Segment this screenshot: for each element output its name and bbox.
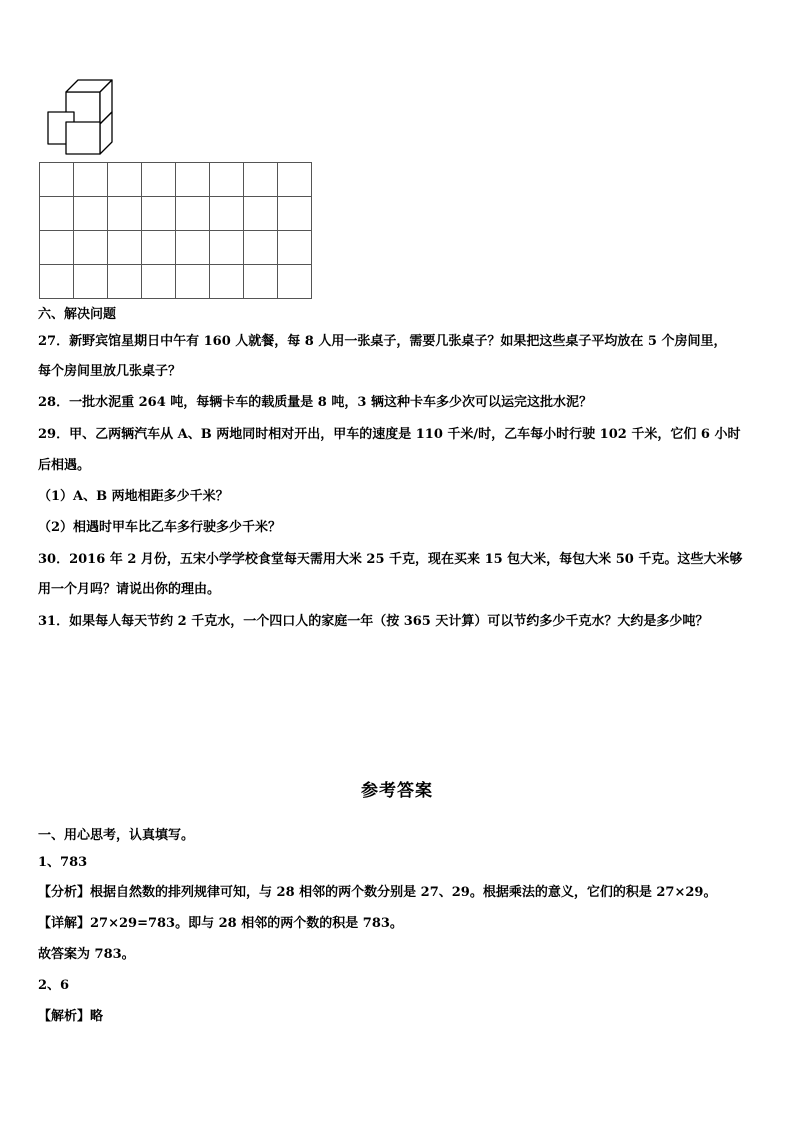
grid-cell (40, 265, 74, 299)
grid-cell (278, 163, 312, 197)
answer-1-conclusion: 故答案为 783。 (38, 947, 135, 962)
grid-cell (278, 231, 312, 265)
answers-section1-heading: 一、用心思考，认真填写。 (38, 828, 195, 843)
grid-cell (40, 197, 74, 231)
grid-cell (40, 231, 74, 265)
question-29-line2: 后相遇。 (38, 458, 91, 473)
grid-cell (74, 265, 108, 299)
grid-cell (142, 163, 176, 197)
section-heading: 六、解决问题 (38, 307, 117, 322)
grid-cell (74, 231, 108, 265)
grid-cell (210, 265, 244, 299)
grid-row (40, 231, 312, 265)
grid-cell (142, 231, 176, 265)
grid-cell (176, 231, 210, 265)
cube-bottom-front (66, 122, 100, 154)
grid-cell (108, 163, 142, 197)
grid-cell (176, 163, 210, 197)
grid-cell (278, 265, 312, 299)
grid-cell (210, 163, 244, 197)
grid-cell (176, 197, 210, 231)
grid-row (40, 197, 312, 231)
answer-1-label: 1、783 (38, 855, 88, 870)
question-30-line1: 30．2016 年 2 月份，五宋小学学校食堂每天需用大米 25 千克，现在买来 15 包大米，每包大米 50 千克。这些大米够 (38, 552, 743, 567)
grid-cell (108, 197, 142, 231)
grid-cell (244, 163, 278, 197)
question-29-sub2: （2）相遇时甲车比乙车多行驶多少千米？ (38, 520, 282, 535)
answer-1-detail: 【详解】27×29=783。即与 28 相邻的两个数的积是 783。 (38, 916, 403, 931)
grid-cell (40, 163, 74, 197)
grid-cell (176, 265, 210, 299)
grid-cell (244, 231, 278, 265)
question-27-line2: 每个房间里放几张桌子？ (38, 364, 182, 379)
question-29-line1: 29．甲、乙两辆汽车从 A、B 两地同时相对开出，甲车的速度是 110 千米/时，乙车每小时行驶 102 千米，它们 6 小时 (38, 427, 741, 442)
cube-stack-figure (40, 74, 120, 156)
question-29-sub1: （1）A、B 两地相距多少千米？ (38, 489, 229, 504)
question-30-line2: 用一个月吗？请说出你的理由。 (38, 582, 221, 597)
grid-row (40, 163, 312, 197)
answers-title: 参考答案 (361, 781, 433, 801)
grid-table (39, 162, 312, 299)
answer-2-analysis: 【解析】略 (38, 1009, 104, 1024)
grid-cell (278, 197, 312, 231)
drawing-grid (39, 162, 312, 299)
grid-cell (142, 265, 176, 299)
question-28: 28．一批水泥重 264 吨，每辆卡车的载质量是 8 吨，3 辆这种卡车多少次可以运完这批水泥？ (38, 395, 592, 410)
grid-cell (74, 197, 108, 231)
grid-cell (210, 197, 244, 231)
question-27-line1: 27．新野宾馆星期日中午有 160 人就餐，每 8 人用一张桌子，需要几张桌子？如果把这些桌子平均放在 5 个房间里， (38, 334, 727, 349)
grid-cell (244, 197, 278, 231)
grid-row (40, 265, 312, 299)
answer-1-analysis: 【分析】根据自然数的排列规律可知，与 28 相邻的两个数分别是 27、29。根据乘法的意义，它们的积是 27×29。 (38, 885, 717, 900)
grid-cell (108, 231, 142, 265)
grid-cell (210, 231, 244, 265)
answer-2-label: 2、6 (38, 978, 70, 993)
grid-cell (244, 265, 278, 299)
grid-cell (108, 265, 142, 299)
grid-cell (74, 163, 108, 197)
grid-cell (142, 197, 176, 231)
question-31: 31．如果每人每天节约 2 千克水，一个四口人的家庭一年（按 365 天计算）可以节约多少千克水？大约是多少吨？ (38, 614, 709, 629)
